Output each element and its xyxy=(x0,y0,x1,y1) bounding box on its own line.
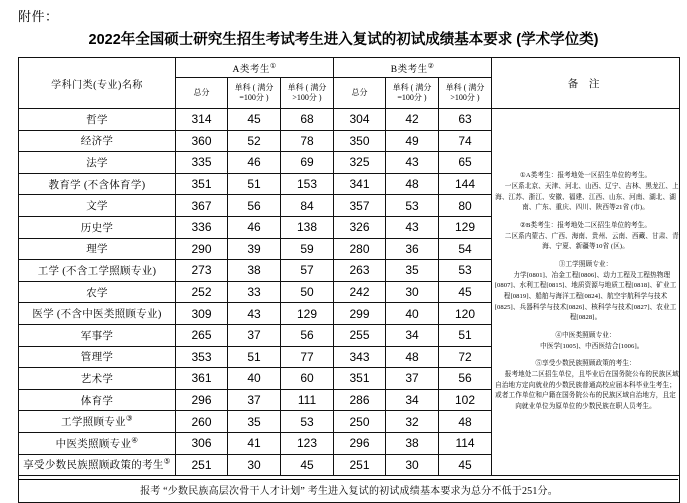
discipline-label: 文学 xyxy=(86,201,108,213)
score-a-gt100: 77 xyxy=(281,346,334,368)
score-a-gt100: 68 xyxy=(281,109,334,131)
score-a-gt100: 45 xyxy=(281,454,334,476)
score-b-total: 357 xyxy=(334,195,386,217)
remark-note1 xyxy=(492,171,679,214)
score-b-le100: 48 xyxy=(386,173,439,195)
score-b-total: 263 xyxy=(334,260,386,282)
score-b-total: 280 xyxy=(334,238,386,260)
score-a-total: 309 xyxy=(176,303,228,325)
score-b-total: 350 xyxy=(334,130,386,152)
header-a-gt100-line1: 单科 ( 满分 xyxy=(287,83,327,92)
score-b-gt100: 74 xyxy=(439,130,492,152)
discipline-name xyxy=(19,346,176,368)
score-b-gt100: 80 xyxy=(439,195,492,217)
score-a-gt100: 60 xyxy=(281,368,334,390)
discipline-name xyxy=(19,195,176,217)
score-b-gt100: 53 xyxy=(439,260,492,282)
score-b-le100: 36 xyxy=(386,238,439,260)
discipline-label: 军事学 xyxy=(80,330,114,342)
discipline-name xyxy=(19,368,176,390)
score-b-gt100: 144 xyxy=(439,173,492,195)
score-a-gt100: 111 xyxy=(281,389,334,411)
score-a-total: 336 xyxy=(176,216,228,238)
score-a-le100: 43 xyxy=(228,303,281,325)
discipline-label: 理学 xyxy=(86,244,108,256)
discipline-footnote-marker: ③ xyxy=(125,413,133,423)
score-requirements-table xyxy=(18,57,680,503)
remark-note5 xyxy=(492,359,679,412)
remark-note4-head: ④中医类照顾专业： xyxy=(555,332,616,340)
discipline-name xyxy=(19,130,176,152)
score-a-total: 367 xyxy=(176,195,228,217)
remark-note1-body: 一区系北京、天津、河北、山西、辽宁、吉林、黑龙江、上海、江苏、浙江、安徽、福建、江西、山东、河南、湖北、湖南、广东、重庆、四川、陕西等21省 (市)。 xyxy=(495,183,679,212)
score-b-gt100: 65 xyxy=(439,152,492,174)
score-b-le100: 43 xyxy=(386,216,439,238)
header-a-single-gt100 xyxy=(281,78,334,109)
score-a-total: 353 xyxy=(176,346,228,368)
discipline-name xyxy=(19,238,176,260)
header-group-b-label: B类考生 xyxy=(390,64,428,75)
score-a-total: 306 xyxy=(176,432,228,454)
score-a-gt100: 153 xyxy=(281,173,334,195)
remark-note3 xyxy=(492,260,679,324)
score-b-le100: 40 xyxy=(386,303,439,325)
score-b-le100: 32 xyxy=(386,411,439,433)
header-group-b-sup: ② xyxy=(427,62,435,70)
score-b-total: 325 xyxy=(334,152,386,174)
score-a-gt100: 50 xyxy=(281,281,334,303)
score-b-gt100: 45 xyxy=(439,281,492,303)
score-a-gt100: 129 xyxy=(281,303,334,325)
header-group-a-sup: ① xyxy=(269,62,277,70)
score-b-total: 343 xyxy=(334,346,386,368)
score-b-total: 250 xyxy=(334,411,386,433)
remark-note2 xyxy=(492,221,679,253)
score-b-gt100: 63 xyxy=(439,109,492,131)
score-b-gt100: 45 xyxy=(439,454,492,476)
score-b-gt100: 48 xyxy=(439,411,492,433)
score-b-total: 341 xyxy=(334,173,386,195)
header-a-le100-line1: 单科 ( 满分 xyxy=(234,83,274,92)
remark-note5-body: 报考地处二区招生单位，且毕业后在国务院公布的民族区域自治地方定向就业的少数民族普通高校应届本科毕业生考生；或者工作单位和户籍在国务院公布的民族区域自治地方，且定向就业单位为原单位的少数民族在职人员考生。 xyxy=(495,371,679,411)
discipline-label: 工学 (不含工学照顾专业) xyxy=(37,265,157,277)
score-a-le100: 41 xyxy=(228,432,281,454)
discipline-name xyxy=(19,109,176,131)
score-b-total: 304 xyxy=(334,109,386,131)
discipline-name xyxy=(19,411,176,433)
score-a-le100: 39 xyxy=(228,238,281,260)
remark-note3-head: ③工学照顾专业： xyxy=(558,261,613,269)
discipline-name xyxy=(19,281,176,303)
score-a-le100: 35 xyxy=(228,411,281,433)
score-a-le100: 37 xyxy=(228,324,281,346)
score-a-total: 296 xyxy=(176,389,228,411)
header-a-le100-line2: =100分 ) xyxy=(239,93,269,102)
discipline-name xyxy=(19,389,176,411)
score-b-le100: 53 xyxy=(386,195,439,217)
score-b-total: 296 xyxy=(334,432,386,454)
score-b-le100: 48 xyxy=(386,346,439,368)
score-a-total: 252 xyxy=(176,281,228,303)
score-b-le100: 34 xyxy=(386,324,439,346)
score-a-total: 361 xyxy=(176,368,228,390)
score-b-gt100: 72 xyxy=(439,346,492,368)
header-b-le100-line1: 单科 ( 满分 xyxy=(392,83,432,92)
score-a-gt100: 56 xyxy=(281,324,334,346)
table-body xyxy=(19,109,680,476)
header-b-single-gt100 xyxy=(439,78,492,109)
discipline-label: 体育学 xyxy=(80,395,114,407)
score-b-le100: 43 xyxy=(386,152,439,174)
score-b-total: 242 xyxy=(334,281,386,303)
score-a-total: 335 xyxy=(176,152,228,174)
table-header xyxy=(19,58,680,109)
score-b-total: 286 xyxy=(334,389,386,411)
header-b-total: 总分 xyxy=(334,78,386,109)
score-a-le100: 46 xyxy=(228,152,281,174)
score-a-gt100: 57 xyxy=(281,260,334,282)
discipline-footnote-marker: ⑤ xyxy=(163,456,171,466)
remark-note5-head: ⑤享受少数民族照顾政策的考生： xyxy=(535,360,636,368)
score-b-total: 326 xyxy=(334,216,386,238)
score-b-le100: 37 xyxy=(386,368,439,390)
score-a-total: 314 xyxy=(176,109,228,131)
header-discipline: 学科门类(专业)名称 xyxy=(19,58,176,109)
score-a-gt100: 59 xyxy=(281,238,334,260)
discipline-label: 历史学 xyxy=(80,222,114,234)
header-row-groups xyxy=(19,58,680,78)
bottom-divider xyxy=(18,479,678,480)
score-b-le100: 38 xyxy=(386,432,439,454)
discipline-label: 工学照顾专业 xyxy=(61,417,126,429)
discipline-label: 哲学 xyxy=(86,114,108,126)
discipline-footnote-marker: ④ xyxy=(131,435,139,445)
score-b-gt100: 56 xyxy=(439,368,492,390)
score-a-le100: 37 xyxy=(228,389,281,411)
header-group-b xyxy=(334,58,492,78)
header-b-gt100-line1: 单科 ( 满分 xyxy=(445,83,485,92)
header-b-le100-line2: =100分 ) xyxy=(397,93,427,102)
remarks-cell xyxy=(492,109,680,476)
discipline-label: 法学 xyxy=(86,157,108,169)
score-b-gt100: 120 xyxy=(439,303,492,325)
score-a-gt100: 53 xyxy=(281,411,334,433)
remark-note3-body: 力学[0801]、冶金工程[0806]、动力工程及工程热物理[0807]、水利工程[0815]、地质资源与地质工程[0818]、矿业工程[0819]、船舶与海洋工程[0824]、航空宇航科学与技术[0825]、兵器科学与技术[0826]、核科学与技术[0827]、农业工程[0828]。 xyxy=(494,271,677,322)
header-remarks: 备 注 xyxy=(492,58,680,109)
discipline-name xyxy=(19,303,176,325)
score-a-le100: 38 xyxy=(228,260,281,282)
header-group-a-label: A类考生 xyxy=(232,64,270,75)
header-b-gt100-line2: >100分 ) xyxy=(450,93,480,102)
remark-note1-head: ①A类考生：报考地处一区招生单位的考生。 xyxy=(519,172,652,180)
score-a-le100: 46 xyxy=(228,216,281,238)
discipline-name xyxy=(19,260,176,282)
header-a-gt100-line2: >100分 ) xyxy=(292,93,322,102)
score-a-le100: 45 xyxy=(228,109,281,131)
score-b-le100: 42 xyxy=(386,109,439,131)
score-a-total: 360 xyxy=(176,130,228,152)
table-row xyxy=(19,109,680,131)
score-a-gt100: 84 xyxy=(281,195,334,217)
score-b-le100: 34 xyxy=(386,389,439,411)
header-a-total: 总分 xyxy=(176,78,228,109)
score-a-le100: 40 xyxy=(228,368,281,390)
score-table-container xyxy=(18,57,678,503)
discipline-name xyxy=(19,432,176,454)
page-title: 2022年全国硕士研究生招生考试考生进入复试的初试成绩基本要求 (学术学位类) xyxy=(88,32,599,48)
score-b-le100: 35 xyxy=(386,260,439,282)
score-b-total: 251 xyxy=(334,454,386,476)
score-a-gt100: 69 xyxy=(281,152,334,174)
score-a-total: 351 xyxy=(176,173,228,195)
score-b-gt100: 129 xyxy=(439,216,492,238)
score-b-le100: 49 xyxy=(386,130,439,152)
score-b-gt100: 114 xyxy=(439,432,492,454)
score-b-gt100: 54 xyxy=(439,238,492,260)
score-b-gt100: 51 xyxy=(439,324,492,346)
score-a-gt100: 138 xyxy=(281,216,334,238)
remark-note2-head: ②B类考生：报考地处二区招生单位的考生。 xyxy=(520,222,652,230)
score-b-total: 255 xyxy=(334,324,386,346)
discipline-label: 经济学 xyxy=(80,136,114,148)
score-a-le100: 51 xyxy=(228,173,281,195)
discipline-label: 医学 (不含中医类照顾专业) xyxy=(32,309,162,321)
score-a-total: 290 xyxy=(176,238,228,260)
score-b-le100: 30 xyxy=(386,454,439,476)
attachment-label: 附件： xyxy=(18,9,59,24)
discipline-label: 农学 xyxy=(86,287,108,299)
score-a-gt100: 123 xyxy=(281,432,334,454)
header-group-a xyxy=(176,58,334,78)
discipline-label: 艺术学 xyxy=(80,373,114,385)
discipline-name xyxy=(19,173,176,195)
score-b-gt100: 102 xyxy=(439,389,492,411)
score-a-total: 273 xyxy=(176,260,228,282)
remark-note4-body: 中医学[1005]、中西医结合[1006]。 xyxy=(540,342,644,350)
discipline-label: 中医类照顾专业 xyxy=(55,438,132,450)
discipline-label: 享受少数民族照顾政策的考生 xyxy=(23,460,164,472)
score-a-total: 251 xyxy=(176,454,228,476)
discipline-name xyxy=(19,324,176,346)
footnote-text: 报考 “少数民族高层次骨干人才计划” 考生进入复试的初试成绩基本要求为总分不低于251分。 xyxy=(19,476,680,503)
remark-note2-body: 二区系内蒙古、广西、海南、贵州、云南、西藏、甘肃、青海、宁夏、新疆等10省 (区)。 xyxy=(504,232,679,251)
discipline-name xyxy=(19,454,176,476)
discipline-label: 教育学 (不含体育学) xyxy=(48,179,146,191)
score-b-le100: 30 xyxy=(386,281,439,303)
score-a-le100: 33 xyxy=(228,281,281,303)
discipline-name xyxy=(19,216,176,238)
score-a-le100: 56 xyxy=(228,195,281,217)
score-a-total: 260 xyxy=(176,411,228,433)
score-a-le100: 51 xyxy=(228,346,281,368)
score-b-total: 299 xyxy=(334,303,386,325)
score-a-gt100: 78 xyxy=(281,130,334,152)
score-b-total: 351 xyxy=(334,368,386,390)
score-a-le100: 52 xyxy=(228,130,281,152)
header-a-single-le100 xyxy=(228,78,281,109)
discipline-label: 管理学 xyxy=(80,352,114,364)
remark-note4 xyxy=(492,331,679,352)
score-a-total: 265 xyxy=(176,324,228,346)
discipline-name xyxy=(19,152,176,174)
header-b-single-le100 xyxy=(386,78,439,109)
score-a-le100: 30 xyxy=(228,454,281,476)
